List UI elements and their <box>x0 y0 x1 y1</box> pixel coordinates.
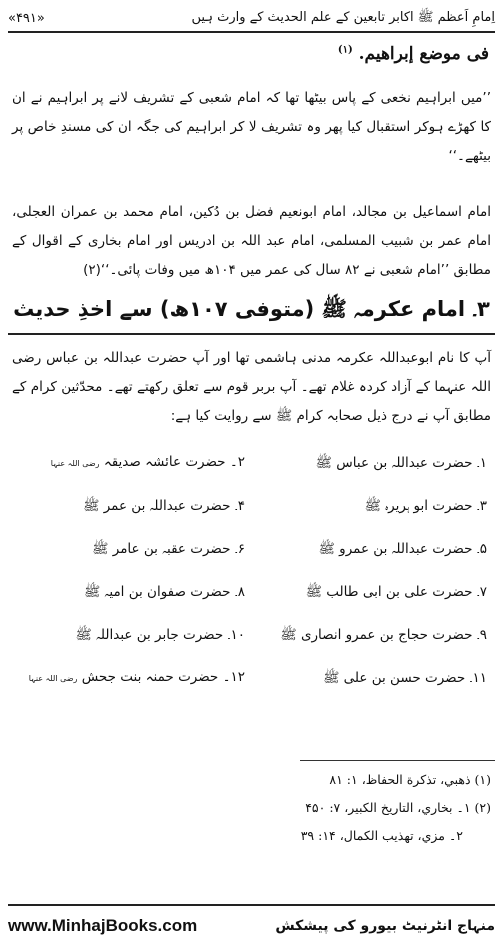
running-title: اِمامِ اَعظم ﷺ اکابر تابعین کے علم الحدیث کے وارث ہیں <box>191 9 495 25</box>
companion-name: ۱۲۔ حضرت حمنہ بنت جحش رضی اللہ عنہا <box>28 669 245 685</box>
footnote-2: (۲) ۱۔ بخاري، التاريخ الكبير، ۷: ۴۵۰ <box>305 800 491 815</box>
companion-row <box>8 583 495 613</box>
honorific: رضی اللہ عنہا <box>50 459 100 468</box>
companion-name: ۵۔ حضرت عبداللہ بن عمرو ﷺ <box>318 541 487 557</box>
publisher-credit: منہاج انٹرنیٹ بیورو کی پیشکش <box>275 918 495 934</box>
footnote-ref-1: (۱) <box>337 44 353 56</box>
page-footer <box>8 912 495 940</box>
companion-row <box>8 669 495 699</box>
companion-name: ۷۔ حضرت علی بن ابی طالب ﷺ <box>305 584 487 600</box>
footnote-1: (۱) ذهبي، تذكرة الحفاظ، ۱: ۸۱ <box>329 772 491 787</box>
page-number: «۴۹۱» <box>8 10 45 26</box>
footer-rule <box>8 904 495 906</box>
companion-name: ۸۔ حضرت صفوان بن امیہ ﷺ <box>83 584 245 600</box>
section-heading: ۳۔ امام عکرمہ ﷺ (متوفی ۱۰۷ھ) سے اخذِ حدیث <box>13 297 490 321</box>
intro-paragraph: آپ کا نام ابوعبداللہ عکرمہ مدنی ہاشمی تھا اور آپ حضرت عبداللہ بن عباس رضی اللہ عنہما کے آزاد کردہ غلام تھے۔ آپ بربر قوم سے تعلق رکھتے تھے۔ محدّثین کرام کے مطابق آپ نے درج ذیل صحابہ کرام ﷺ سے روایت کیا ہے: <box>12 350 491 424</box>
honorific: رضی اللہ عنہا <box>28 674 78 683</box>
header-rule <box>8 31 495 33</box>
companion-name: ۲۔ حضرت عائشہ صدیقہ رضی اللہ عنہا <box>50 454 245 470</box>
companion-row <box>8 626 495 656</box>
companion-row <box>8 497 495 527</box>
companion-name: ۱۔ حضرت عبداللہ بن عباس ﷺ <box>315 455 487 471</box>
translation-paragraph: ’’میں ابراہیم نخعی کے پاس بیٹھا تھا کہ امام شعبی کے تشریف لانے پر ابراہیم نے ان کا کھڑے ہوکر استقبال کیا پھر وہ تشریف لا کر ابراہیم کی جگہ ان کی مسندِ خاص پر بیٹھے۔‘‘ <box>12 90 491 164</box>
companion-name: ۶۔ حضرت عقبہ بن عامر ﷺ <box>92 541 245 557</box>
companion-row <box>8 540 495 570</box>
page-header <box>8 6 495 30</box>
companion-name: ۹۔ حضرت حجاج بن عمرو انصاری ﷺ <box>280 627 487 643</box>
footnote-2b: ۲۔ مزي، تهذيب الكمال، ۱۴: ۳۹ <box>300 828 463 843</box>
companion-row <box>8 454 495 484</box>
footnotes-rule <box>300 760 495 761</box>
arabic-quote-text: فى موضع إبراهيم. <box>358 44 489 64</box>
companion-name: ۱۱۔ حضرت حسن بن علی ﷺ <box>323 670 487 686</box>
companion-name: ۱۰۔ حضرت جابر بن عبداللہ ﷺ <box>75 627 245 643</box>
arabic-quote-line <box>338 44 489 64</box>
section-rule <box>8 333 495 335</box>
narrators-paragraph: امام اسماعیل بن مجالد، امام ابونعیم فضل بن دُکین، امام محمد بن عمران العجلی، امام عمر بن شبیب المسلمی، امام عبد اللہ بن ادریس اور امام بخاری کے اقوال کے مطابق ’’امام شعبی نے ۸۲ سال کی عمر میں ۱۰۴ھ میں وفات پائی۔‘‘(۲) <box>12 204 491 278</box>
companion-name: ۳۔ حضرت ابو ہریرہ ﷺ <box>364 498 487 514</box>
companion-name: ۴۔ حضرت عبداللہ بن عمر ﷺ <box>83 498 245 514</box>
website-link[interactable]: www.MinhajBooks.com <box>8 916 198 935</box>
